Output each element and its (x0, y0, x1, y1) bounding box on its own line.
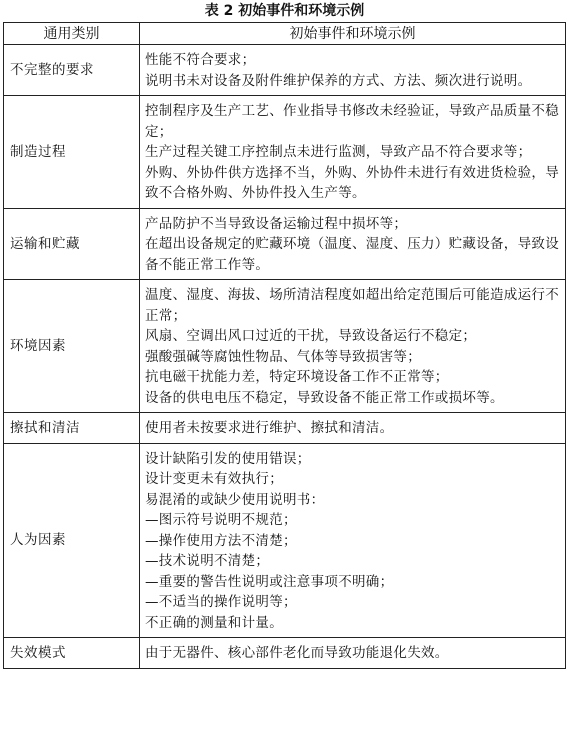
header-category: 通用类别 (4, 23, 140, 45)
example-line: —技术说明不清楚； (145, 553, 270, 569)
example-line: 设计缺陷引发的使用错误； (145, 450, 311, 467)
example-line: 风扇、空调出风口过近的干扰，导致设备运行不稳定； (145, 328, 477, 344)
example-line: 控制程序及生产工艺、作业指导书修改未经验证，导致产品质量不稳定； (145, 103, 559, 140)
table-row (4, 208, 566, 280)
example-line: 强酸强碱等腐蚀性物品、气体等导致损害等； (145, 348, 421, 365)
table-caption: 表 2 初始事件和环境示例 (204, 3, 365, 19)
category-cell: 擦拭和清洁 (4, 413, 140, 444)
table-body (4, 45, 566, 669)
example-line: 易混淆的或缺少使用说明书： (145, 491, 325, 508)
example-line: —不适当的操作说明等； (145, 594, 297, 610)
example-line: 说明书未对设备及附件维护保养的方式、方法、频次进行说明。 (145, 72, 532, 89)
example-line: 设备的供电电压不稳定，导致设备不能正常工作或损坏等。 (145, 389, 504, 406)
example-line: 产品防护不当导致设备运输过程中损坏等； (145, 215, 408, 232)
example-line: 抗电磁干扰能力差，特定环境设备工作不正常等； (145, 369, 449, 385)
examples-cell (140, 638, 566, 669)
category-cell: 失效模式 (4, 638, 140, 669)
category-cell: 运输和贮藏 (4, 208, 140, 280)
example-line: 由于无器件、核心部件老化而导致功能退化失效。 (145, 645, 449, 661)
examples-cell (140, 45, 566, 96)
table-row (4, 413, 566, 444)
example-line: 不正确的测量和计量。 (145, 614, 283, 631)
category-cell: 人为因素 (4, 443, 140, 638)
example-line: 性能不符合要求； (145, 52, 256, 68)
example-line: 温度、湿度、海拔、场所清洁程度如超出给定范围后可能造成运行不正常； (145, 287, 559, 324)
examples-cell (140, 443, 566, 638)
example-line: 外购、外协件供方选择不当，外购、外协件未进行有效进货检验，导致不合格外购、外协件投入生产等。 (145, 164, 559, 201)
category-cell: 环境因素 (4, 280, 140, 413)
example-line: 在超出设备规定的贮藏环境（温度、湿度、压力）贮藏设备，导致设备不能正常工作等。 (145, 236, 559, 273)
examples-cell (140, 208, 566, 280)
header-examples: 初始事件和环境示例 (140, 23, 566, 45)
events-table (3, 22, 566, 669)
table-header-row (4, 23, 566, 45)
category-cell: 不完整的要求 (4, 45, 140, 96)
example-line: 生产过程关键工序控制点未进行监测，导致产品不符合要求等； (145, 144, 532, 160)
example-line: —重要的警告性说明或注意事项不明确； (145, 573, 394, 590)
table-row (4, 45, 566, 96)
table-row (4, 443, 566, 638)
example-line: —图示符号说明不规范； (145, 512, 297, 528)
table-row (4, 638, 566, 669)
table-row (4, 280, 566, 413)
table-row (4, 96, 566, 209)
category-cell: 制造过程 (4, 96, 140, 209)
example-line: 使用者未按要求进行维护、擦拭和清洁。 (145, 420, 394, 436)
example-line: 设计变更未有效执行； (145, 471, 283, 487)
examples-cell (140, 413, 566, 444)
example-line: —操作使用方法不清楚； (145, 532, 297, 549)
examples-cell (140, 96, 566, 209)
examples-cell (140, 280, 566, 413)
